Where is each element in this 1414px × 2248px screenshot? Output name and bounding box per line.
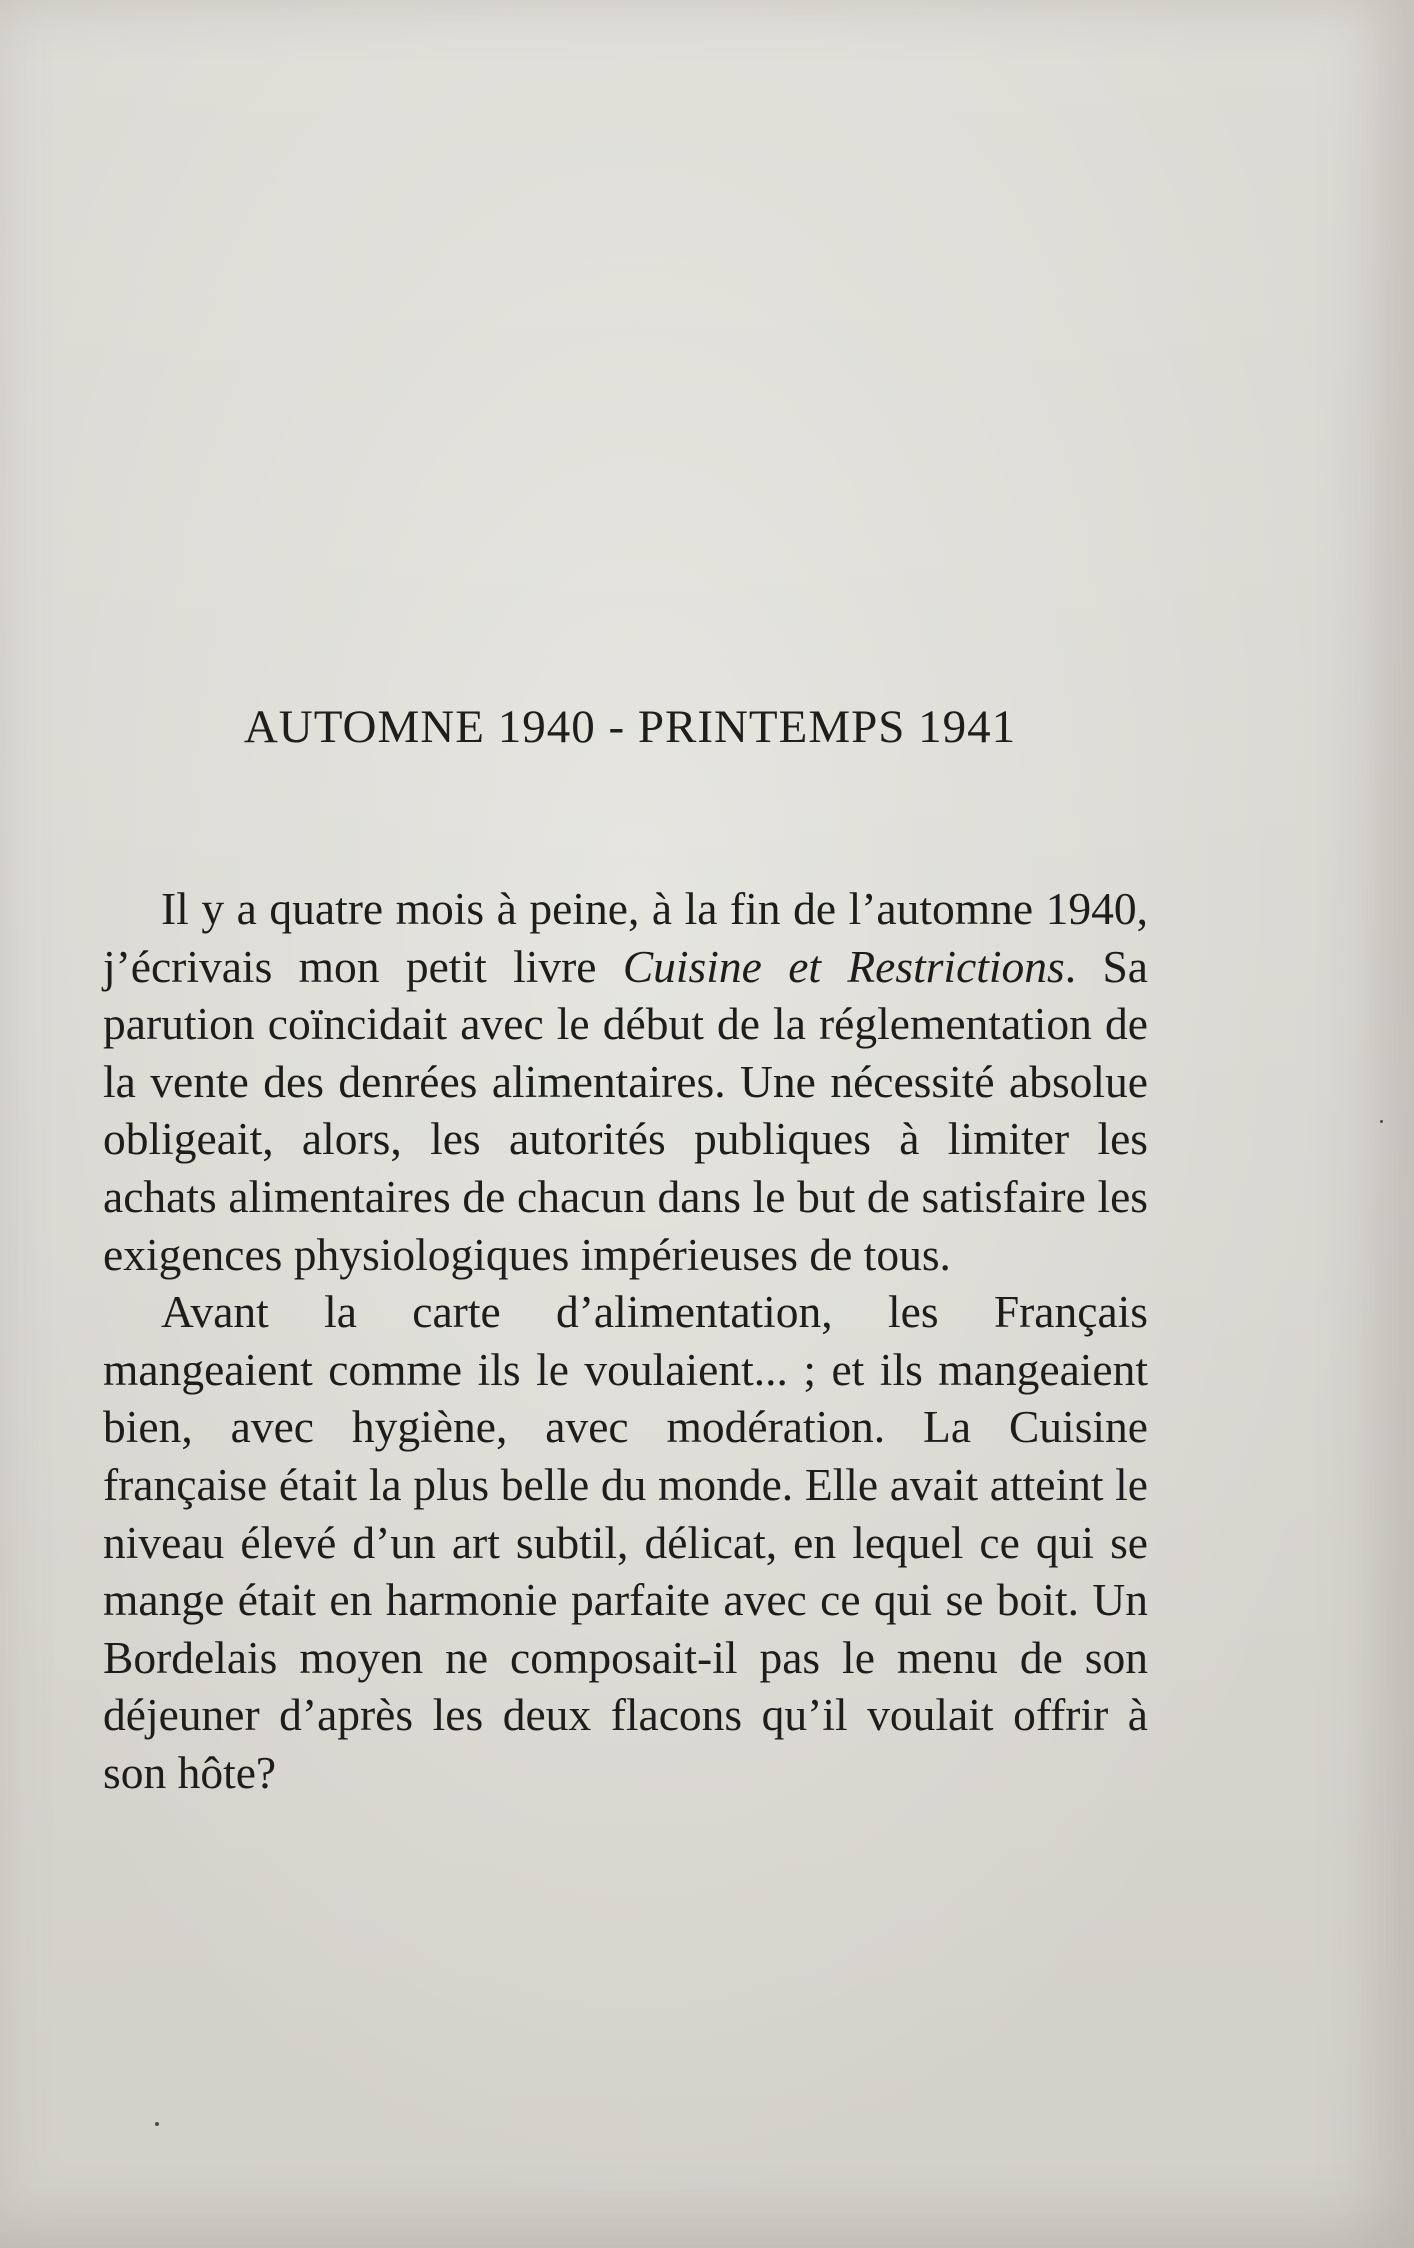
paper-speck	[1380, 1120, 1383, 1123]
paper-speck	[155, 2122, 159, 2126]
chapter-heading: AUTOMNE 1940 - PRINTEMPS 1941	[243, 701, 1017, 753]
paragraph-2: Avant la carte d’alimentation, les Français mangeaient comme ils le voulaient... ; et ils mangeaient bien, avec hygiène, avec modération. La Cuisine française était la plus belle du monde. Elle avait atteint le niveau élevé d’un art subtil, délicat, en lequel ce qui se mange était en harmonie parfaite avec ce qui se boit. Un Bordelais moyen ne composait-il pas le menu de son déjeuner d’après les deux flacons qu’il voulait offrir à son hôte?	[103, 1286, 1148, 1798]
paragraph-1	[103, 880, 1148, 1283]
paragraph-1-text-start: Il y a quatre mois à peine, à la fin de l’automne 1940, j’écrivais mon petit livre	[103, 883, 1148, 992]
body-text	[103, 880, 1148, 1802]
book-title-italic: Cuisine et Restrictions	[622, 940, 1065, 992]
paragraph-1-text-end: . Sa parution coïncidait avec le début de la réglementation de la vente des denrées alimentaires. Une nécessité absolue obligeait, alors, les autorités publiques à limiter les achats alimentaires de chacun dans le but de satisfaire les exigences physiologiques impérieuses de tous.	[103, 940, 1148, 1280]
